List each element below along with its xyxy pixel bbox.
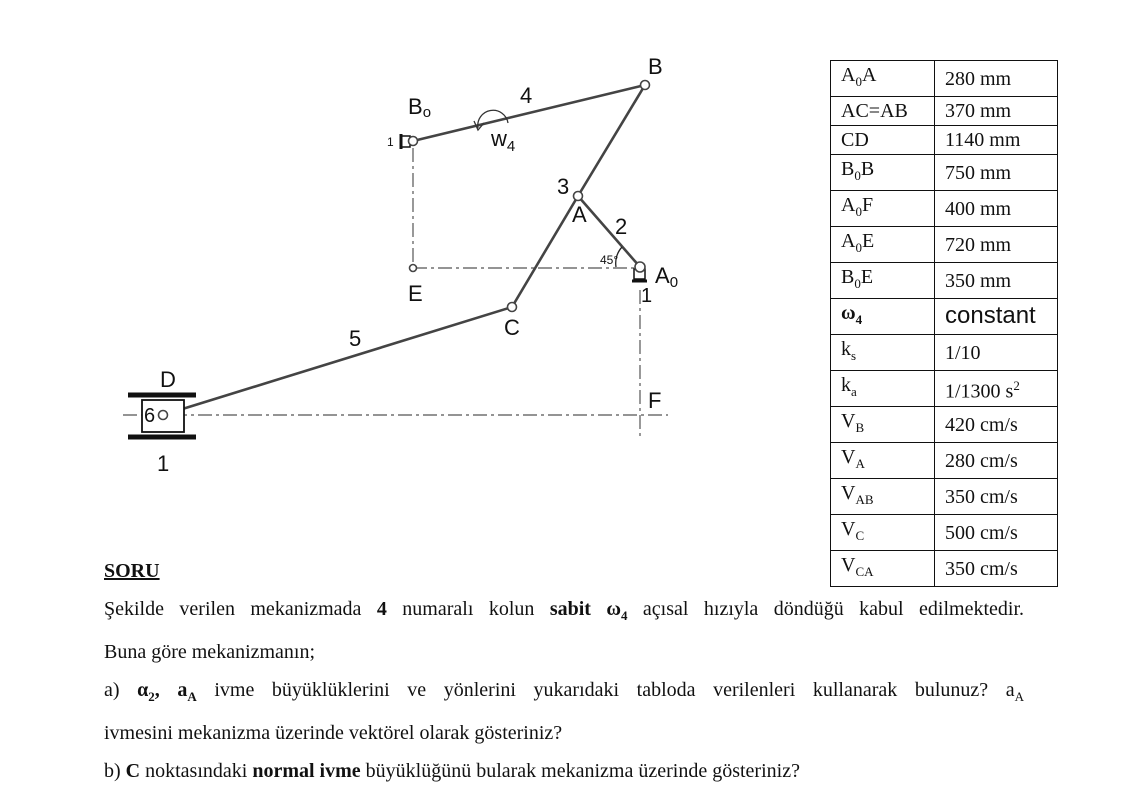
parameter-value: 1140 mm: [935, 126, 1058, 155]
parameter-value: 720 mm: [935, 227, 1058, 263]
question-part-a: a) $\alpha_2$, $a_A$ ivme büyüklüklerini ve yönlerini yukarıdaki tabloda verilenleri kullanarak bulunuz? $a_A$: [104, 678, 1024, 704]
parameter-name: AC=AB: [831, 97, 935, 126]
label-ground-left: 1: [387, 135, 394, 149]
table-row: [831, 263, 1058, 299]
parameter-name: $B_0B$: [831, 155, 935, 191]
parameter-value: 350 mm: [935, 263, 1058, 299]
label-link-3: 3: [557, 174, 570, 199]
question-paragraph-2: Buna göre mekanizmanın;: [104, 641, 316, 663]
parameter-name: $A_0E$: [831, 227, 935, 263]
label-omega4: $w_4$: [491, 126, 516, 155]
parameter-name: $k_s$: [831, 335, 935, 371]
joint-B: [641, 81, 650, 90]
point-E: [410, 265, 417, 272]
parameter-value: 280 cm/s: [935, 443, 1058, 479]
parameter-value: 350 cm/s: [935, 551, 1058, 587]
label-E: E: [408, 281, 423, 306]
question-title: SORU: [104, 560, 160, 582]
question-paragraph-1: Şekilde verilen mekanizmada 4 numaralı kolun sabit $\omega_4$ açısal hızıyla döndüğü kabul edilmektedir.: [104, 597, 1025, 623]
link-5: [163, 307, 512, 415]
label-D: D: [160, 367, 176, 392]
parameter-name: $k_a$: [831, 371, 935, 407]
parameter-name: CD: [831, 126, 935, 155]
table-row: [831, 371, 1058, 407]
parameter-value: 420 cm/s: [935, 407, 1058, 443]
label-angle-45: 45°: [600, 253, 619, 267]
joint-Bo: [409, 137, 418, 146]
table-row: [831, 227, 1058, 263]
parameter-value: 400 mm: [935, 191, 1058, 227]
table-row: [831, 299, 1058, 335]
parameter-value: 280 mm: [935, 61, 1058, 97]
question-part-a-continued: ivmesini mekanizma üzerinde vektörel olarak gösteriniz?: [104, 722, 563, 744]
mechanism-diagram: [0, 0, 820, 520]
label-Ao: A0: [655, 263, 679, 291]
parameter-value: 750 mm: [935, 155, 1058, 191]
label-link-2: 2: [615, 214, 628, 239]
table-row: [831, 335, 1058, 371]
parameter-name: $V_{AB}$: [831, 479, 935, 515]
joint-D: [159, 411, 168, 420]
table-row: [831, 155, 1058, 191]
parameter-name: $\omega_4$: [831, 299, 935, 335]
parameter-name: $A_0A$: [831, 61, 935, 97]
table-row: [831, 407, 1058, 443]
parameter-table: [830, 60, 1058, 587]
table-row: [831, 97, 1058, 126]
link-3-lower: [512, 196, 578, 307]
parameter-value: 1/1300 $s^2$: [935, 371, 1058, 407]
parameter-value: 370 mm: [935, 97, 1058, 126]
joint-Ao: [635, 262, 645, 272]
table-row: [831, 191, 1058, 227]
question-part-b: b) C noktasındaki normal ivme büyüklüğünü bularak mekanizma üzerinde gösteriniz?: [104, 759, 800, 782]
table-row: [831, 61, 1058, 97]
parameter-value: constant: [935, 299, 1058, 335]
table-row: [831, 443, 1058, 479]
label-link-4: 4: [520, 83, 533, 108]
label-link-5: 5: [349, 326, 362, 351]
label-B: B: [648, 54, 663, 79]
table-row: [831, 126, 1058, 155]
parameter-value: 1/10: [935, 335, 1058, 371]
parameter-value: 350 cm/s: [935, 479, 1058, 515]
parameter-name: $V_A$: [831, 443, 935, 479]
joint-A: [574, 192, 583, 201]
link-3-upper: [578, 85, 645, 196]
parameter-name: $A_0F$: [831, 191, 935, 227]
question-block: [104, 553, 1024, 790]
label-C: C: [504, 315, 520, 340]
table-row: [831, 479, 1058, 515]
label-link-6: 6: [144, 405, 156, 427]
parameter-value: 500 cm/s: [935, 515, 1058, 551]
parameter-name: $V_{CA}$: [831, 551, 935, 587]
parameter-name: $B_0E$: [831, 263, 935, 299]
label-A: A: [572, 202, 587, 227]
label-F: F: [648, 388, 662, 413]
table-row: [831, 515, 1058, 551]
label-ground-bottom: 1: [157, 451, 170, 476]
parameter-name: $V_B$: [831, 407, 935, 443]
label-Bo: Bo: [408, 94, 432, 121]
parameter-name: $V_C$: [831, 515, 935, 551]
label-ground-right: 1: [641, 285, 653, 307]
joint-C: [508, 303, 517, 312]
